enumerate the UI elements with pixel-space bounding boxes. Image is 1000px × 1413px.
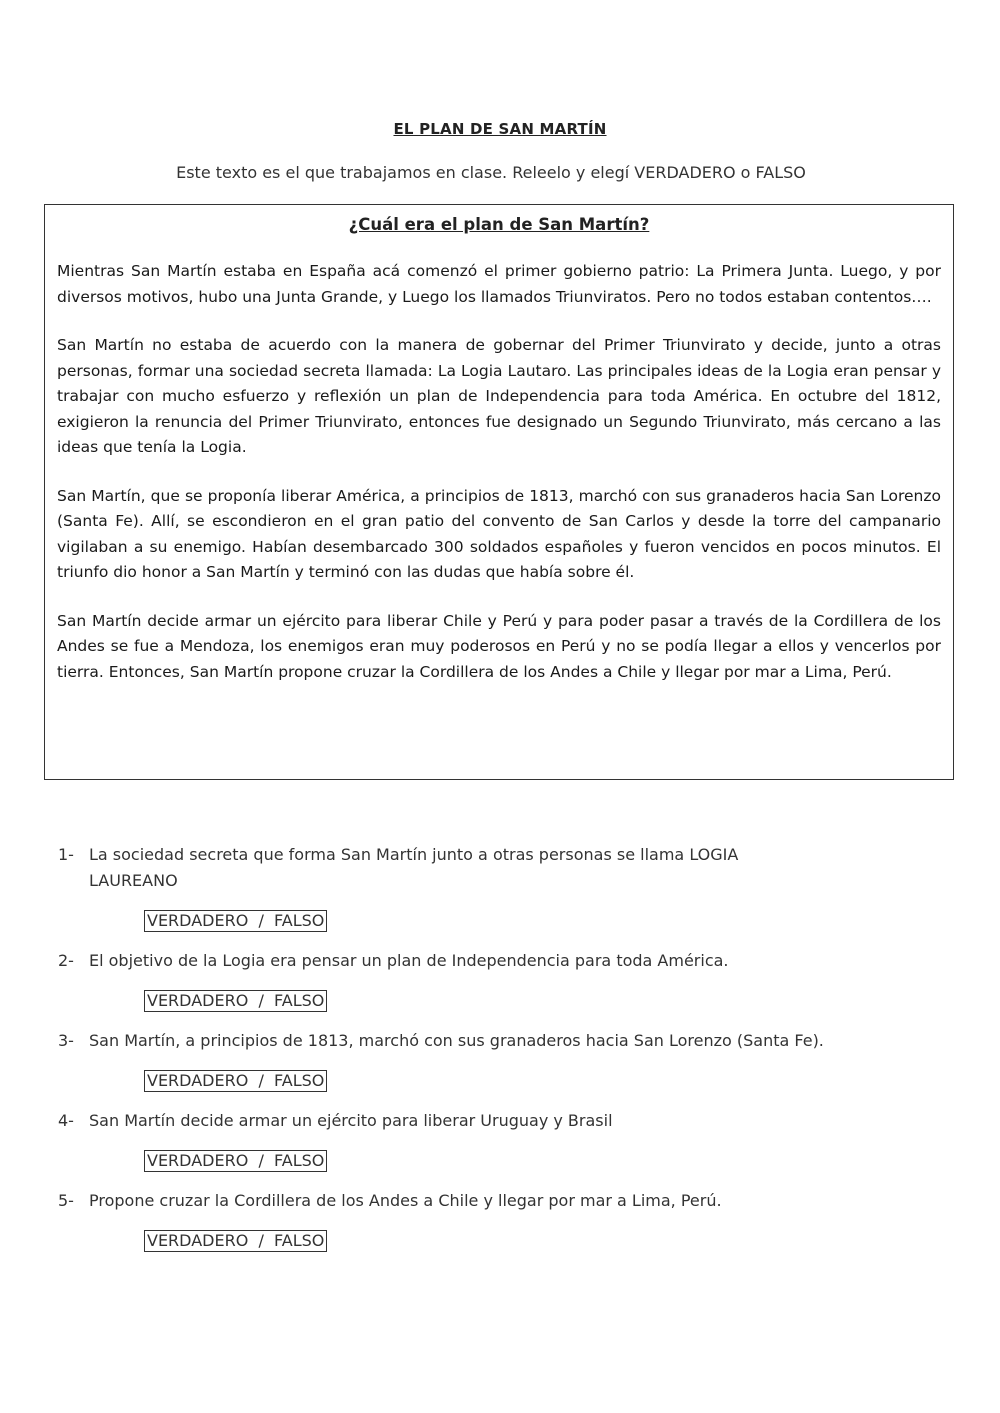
answer-choice-box[interactable]: VERDADERO / FALSO — [144, 1150, 327, 1172]
reading-heading: ¿Cuál era el plan de San Martín? — [348, 215, 650, 234]
question-item — [58, 948, 938, 1028]
reading-paragraph: San Martín no estaba de acuerdo con la manera de gobernar del Primer Triunvirato y decide, junto a otras personas, formar una sociedad secreta llamada: La Logia Lautaro. Las principales ideas de la Logia eran pensar y trabajar con mucho esfuerzo y reflexión un plan de Independencia para toda América. En octubre del 1812, exigieron la renuncia del Primer Triunvirato, entonces fue designado un Segundo Triunvirato, más cercano a las ideas que tenía la Logia. — [57, 336, 941, 456]
question-text: La sociedad secreta que forma San Martín junto a otras personas se llama LOGIA LAUREANO — [89, 845, 739, 890]
answer-choice-box[interactable]: VERDADERO / FALSO — [144, 1230, 327, 1252]
reading-paragraph: San Martín decide armar un ejército para liberar Chile y Perú y para poder pasar a través de la Cordillera de los Andes se fue a Mendoza, los enemigos eran muy poderosos en Perú y no se podía llegar a ellos y vencerlos por tierra. Entonces, San Martín propone cruzar la Cordillera de los Andes a Chile y llegar por mar a Lima, Perú. — [57, 611, 941, 681]
question-number: 2- — [58, 951, 74, 970]
answer-choice-box[interactable]: VERDADERO / FALSO — [144, 1070, 327, 1092]
question-number: 5- — [58, 1191, 74, 1210]
page-title: EL PLAN DE SAN MARTÍN — [393, 120, 607, 138]
reading-box — [44, 204, 954, 780]
question-number: 1- — [58, 845, 74, 864]
question-item — [58, 842, 938, 948]
question-item — [58, 1028, 938, 1108]
answer-choice-box[interactable]: VERDADERO / FALSO — [144, 910, 327, 932]
answer-choice-box[interactable]: VERDADERO / FALSO — [144, 990, 327, 1012]
question-item — [58, 1108, 938, 1188]
question-text: El objetivo de la Logia era pensar un plan de Independencia para toda América. — [89, 951, 729, 970]
question-text: San Martín, a principios de 1813, marchó con sus granaderos hacia San Lorenzo (Santa Fe). — [89, 1031, 824, 1050]
question-item — [58, 1188, 938, 1268]
question-list — [58, 842, 938, 1268]
question-number: 3- — [58, 1031, 74, 1050]
instruction-text: Este texto es el que trabajamos en clase. Releelo y elegí VERDADERO o FALSO — [176, 163, 806, 182]
question-text: San Martín decide armar un ejército para liberar Uruguay y Brasil — [89, 1111, 613, 1130]
question-number: 4- — [58, 1111, 74, 1130]
reading-paragraph: Mientras San Martín estaba en España acá comenzó el primer gobierno patrio: La Primera Junta. Luego, y por diversos motivos, hubo una Junta Grande, y Luego los llamados Triunviratos. Pero no todos estaban contentos…. — [57, 262, 941, 306]
question-text: Propone cruzar la Cordillera de los Andes a Chile y llegar por mar a Lima, Perú. — [89, 1191, 722, 1210]
reading-paragraph: San Martín, que se proponía liberar América, a principios de 1813, marchó con sus granaderos hacia San Lorenzo (Santa Fe). Allí, se escondieron en el gran patio del convento de San Carlos y desde la torre del campanario vigilaban a su enemigo. Habían desembarcado 300 soldados españoles y fueron vencidos en pocos minutos. El triunfo dio honor a San Martín y terminó con las dudas que había sobre él. — [57, 486, 941, 581]
